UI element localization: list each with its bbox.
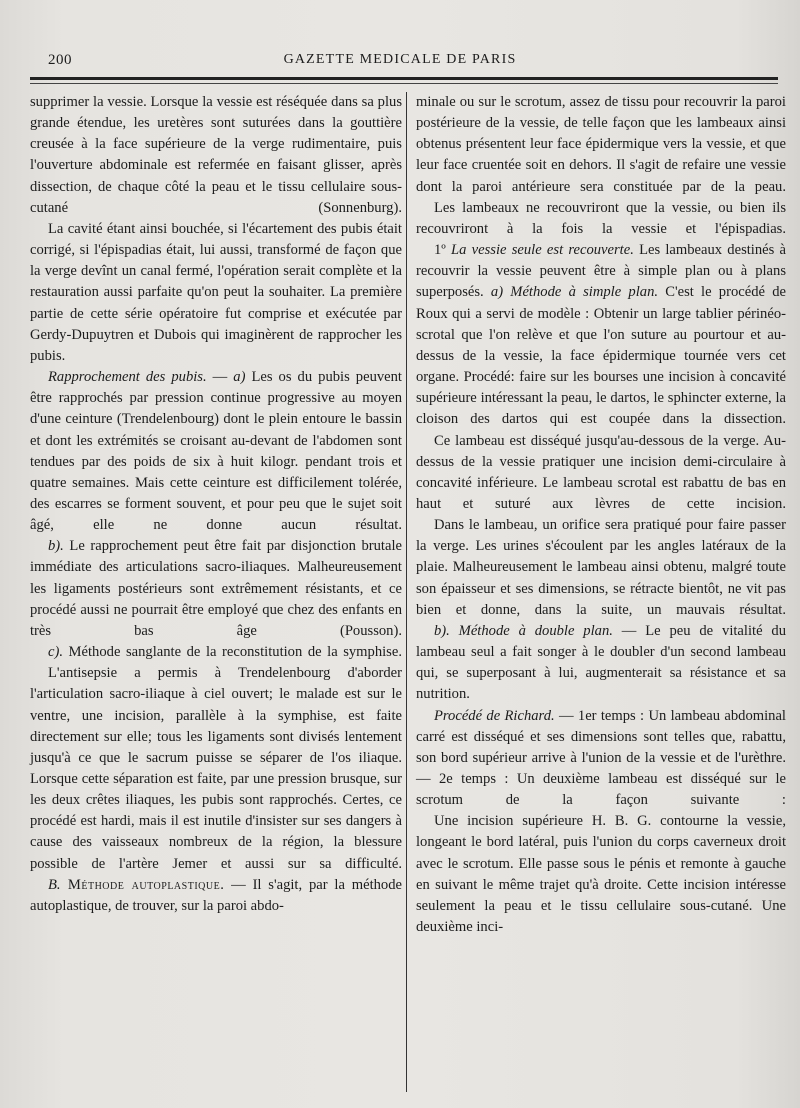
- running-title: GAZETTE MEDICALE DE PARIS: [283, 52, 517, 67]
- paragraph: Ce lambeau est disséqué jusqu'au-dessous de la verge. Au-dessus de la vessie pratiquer une incision demi-circulaire à concavité inférieure. Le lambeau scrotal est rabattu de bas en haut et suturé aux lèvres de cette incision.: [416, 432, 786, 512]
- header-rule-thick: [30, 77, 778, 80]
- paragraph: [30, 536, 402, 642]
- column-divider: [406, 92, 407, 1092]
- paragraph: supprimer la vessie. Lorsque la vessie est réséquée dans sa plus grande étendue, les uretères sont suturées dans la gouttière creusée à la face supérieure de la verge rudimentaire, puis l'ouverture abdominale est refermée en faisant glisser, après dissection, de chaque côté la peau et le tissu cellulaire sous-cutané (Sonnenburg).: [30, 94, 402, 216]
- item-marker-1: 1º: [434, 242, 446, 259]
- paragraph-text: — 1er temps : Un lambeau abdominal carré est disséqué et ses dimensions sont telles que, rabattu, son bord supérieur arrive à l'union de la vessie et de l'urèthre. — 2e temps : Un deuxième lambeau est disséqué sur le scrotum de la façon suivante :: [416, 707, 786, 809]
- paragraph: [416, 621, 786, 706]
- paragraph: [30, 875, 402, 917]
- section-heading-vessie-seule: La vessie seule est recouverte.: [445, 242, 634, 259]
- paragraph: [30, 367, 402, 536]
- item-marker-a: a): [233, 369, 246, 386]
- section-heading-simple-plan: a) Méthode à simple plan.: [490, 284, 659, 301]
- right-column: [416, 92, 786, 938]
- paragraph-text: — Il s'agit, par la méthode autoplastique, de trouver, sur la paroi abdo-: [30, 876, 402, 914]
- section-heading-rapprochement: Rapprochement des pubis.: [48, 369, 207, 386]
- section-heading-autoplastique: Méthode autoplastique.: [60, 876, 225, 893]
- paragraph: [30, 642, 402, 663]
- page-number: 200: [48, 52, 72, 68]
- paragraph-text: — Le peu de vitalité du lambeau seul a fait songer à le doubler d'un second lambeau qui, se superposant à lui, augmenterait sa résistance et sa nutrition.: [416, 622, 786, 703]
- paragraph: [416, 240, 786, 430]
- paragraph-text: Méthode sanglante de la reconstitution de la symphise.: [63, 644, 402, 661]
- paragraph: minale ou sur le scrotum, assez de tissu pour recouvrir la paroi postérieure de la vessie, de telle façon que les lambeaux ainsi obtenus présentent leur face épidermique vers la vessie, et que leur face cruentée soit en dehors. Il s'agit de refaire une vessie dont la paroi antérieure sera constituée par de la peau.: [416, 94, 786, 195]
- item-marker-c: c).: [48, 644, 63, 661]
- dash: —: [206, 369, 234, 386]
- paragraph-text: Le rapprochement peut être fait par disjonction brutale immédiate des articulations sacro-iliaques. Malheureusement les ligaments postérieurs sont extrêmement résistants, et ce procédé aussi ne pourrait être employé que chez des enfants en très bas âge (Pousson).: [30, 538, 402, 639]
- paragraph-text: Les lambeaux destinés à recouvrir la vessie peuvent être à simple plan ou à plans superposés.: [416, 242, 787, 301]
- item-marker-b: b).: [48, 538, 64, 555]
- paragraph-text: C'est le procédé de Roux qui a servi de modèle : Obtenir un large tablier périnéo-scrotal que l'on relève et que l'on suture au pourtour et au-dessus de la vessie, la face épidermique tournée vers cet organe. Procédé: faire sur les bourses une incision à concavité supérieure intéressant la peau, le dartos, le sphincter externe, la cloison des dartos qui est coupée dans la dissection.: [416, 284, 786, 428]
- paragraph: Dans le lambeau, un orifice sera pratiqué pour faire passer la verge. Les urines s'écoulent par les angles latéraux de la plaie. Malheureusement le lambeau ainsi obtenu, malgré toute son épaisseur et ses dimensions, se rétracte bientôt, ne vit pas bien et donne, dans la suite, un mauvais résultat.: [416, 517, 786, 618]
- paragraph-text: Les os du pubis peuvent être rapprochés par pression continue progressive au moyen d'une ceinture (Trendelenbourg) dont le plein entoure le bassin et dont les extrémités se croisant au-devant de l'abdomen sont tendues par des poids de six à huit kilogr. pendant trois et quatre semaines. Mais cette ceinture est difficilement tolérée, des escarres se forment souvent, et pour peu que le sujet soit âgé, elle ne donne aucun résultat.: [30, 369, 402, 534]
- item-marker-B: B.: [48, 876, 61, 893]
- header-rule-thin: [30, 83, 778, 84]
- section-heading-double-plan: b). Méthode à double plan.: [434, 622, 613, 639]
- left-column: [30, 92, 402, 917]
- paragraph: La cavité étant ainsi bouchée, si l'écartement des pubis était corrigé, si l'épispadias était, lui aussi, transformé de façon que la verge devînt un canal fermé, l'opération serait complète et la restauration aussi parfaite qu'on peut la souhaiter. La première partie de cette série opératoire fut comprise et exécutée par Gerdy-Dupuytren et Dubois qui imaginèrent de rapprocher les pubis.: [30, 220, 402, 364]
- page-header: [0, 50, 800, 80]
- paragraph: Une incision supérieure H. B. G. contourne la vessie, longeant le bord latéral, puis l'union du corps caverneux droit avec le scrotum. Elle passe sous le pénis et remonte à gauche en suivant le même trajet qu'à droite. Cette incision intéresse seulement la peau et le tissu cellulaire sous-cutané. Une deuxième inci-: [416, 813, 786, 936]
- section-heading-richard: Procédé de Richard.: [434, 707, 555, 724]
- paragraph: [416, 706, 786, 812]
- paragraph: Les lambeaux ne recouvriront que la vessie, ou bien ils recouvriront à la fois la vessie et l'épispadias.: [416, 199, 786, 237]
- paragraph: L'antisepsie a permis à Trendelenbourg d'aborder l'articulation sacro-iliaque à ciel ouvert; le malade est sur le ventre, une incision, parallèle à la symphise, est faite directement sur elle; tous les ligaments sont divisés lentement jusqu'à ce que le sacrum puisse se séparer de l'os iliaque. Lorsque cette séparation est faite, par une pression brusque, sur les deux crêtes iliaques, les pubis sont rapprochés. Certes, ce procédé est hardi, mais il est inutile d'insister sur ses dangers à cause des vaisseaux nombreux de la région, la blessure possible de l'artère Jemer et aussi sur sa difficulté.: [30, 665, 402, 872]
